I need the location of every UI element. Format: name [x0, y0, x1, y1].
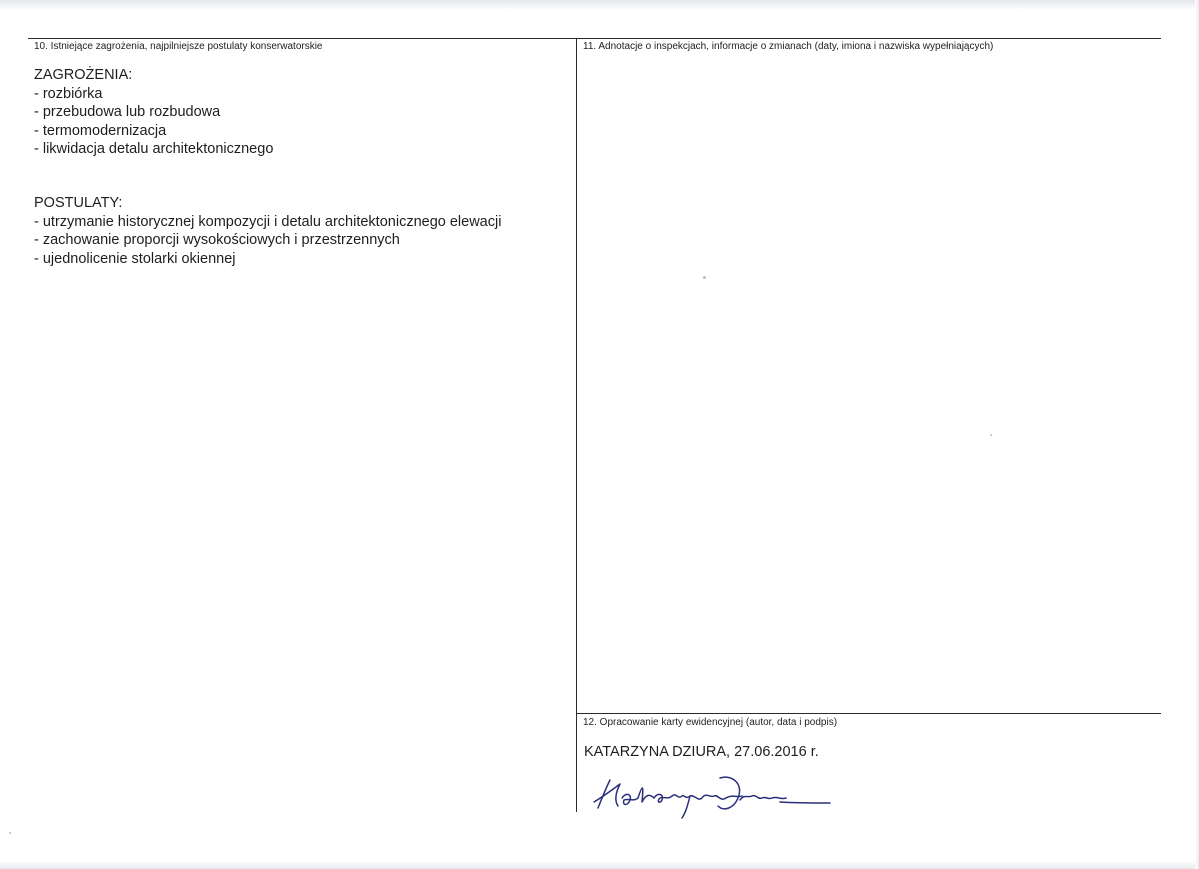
- scan-edge-top: [0, 0, 1199, 10]
- postulates-block: [34, 194, 501, 268]
- section12-rule: [576, 713, 1161, 714]
- scan-speck: [9, 832, 11, 834]
- threat-item: - likwidacja detalu architektonicznego: [34, 141, 274, 157]
- section12-label: 12. Opracowanie karty ewidencyjnej (autor, data i podpis): [583, 717, 838, 728]
- top-rule: [28, 38, 1161, 39]
- scan-speck: [990, 434, 992, 436]
- signature-image: [592, 772, 837, 822]
- section11-label: 11. Adnotacje o inspekcjach, informacje o zmianach (daty, imiona i nazwiska wypełniających): [583, 41, 994, 52]
- threat-item: - termomodernizacja: [34, 122, 167, 139]
- threats-heading: ZAGROŻENIA:: [34, 67, 133, 83]
- threat-item: - przebudowa lub rozbudowa: [34, 104, 221, 120]
- scan-edge-right: [1195, 0, 1199, 869]
- postulate-item: - ujednolicenie stolarki okiennej: [34, 250, 236, 267]
- postulate-item: - utrzymanie historycznej kompozycji i detalu architektonicznego elewacji: [34, 213, 502, 230]
- threats-block: [34, 66, 273, 159]
- scan-speck: [703, 276, 706, 279]
- section10-label: 10. Istniejące zagrożenia, najpilniejsze postulaty konserwatorskie: [34, 41, 323, 52]
- threat-item: - rozbiórka: [34, 85, 103, 102]
- author-line: KATARZYNA DZIURA, 27.06.2016 r.: [584, 744, 819, 760]
- postulates-heading: POSTULATY:: [34, 195, 123, 211]
- scan-edge-bottom: [0, 861, 1199, 869]
- postulate-item: - zachowanie proporcji wysokościowych i przestrzennych: [34, 232, 400, 248]
- column-divider: [576, 38, 577, 812]
